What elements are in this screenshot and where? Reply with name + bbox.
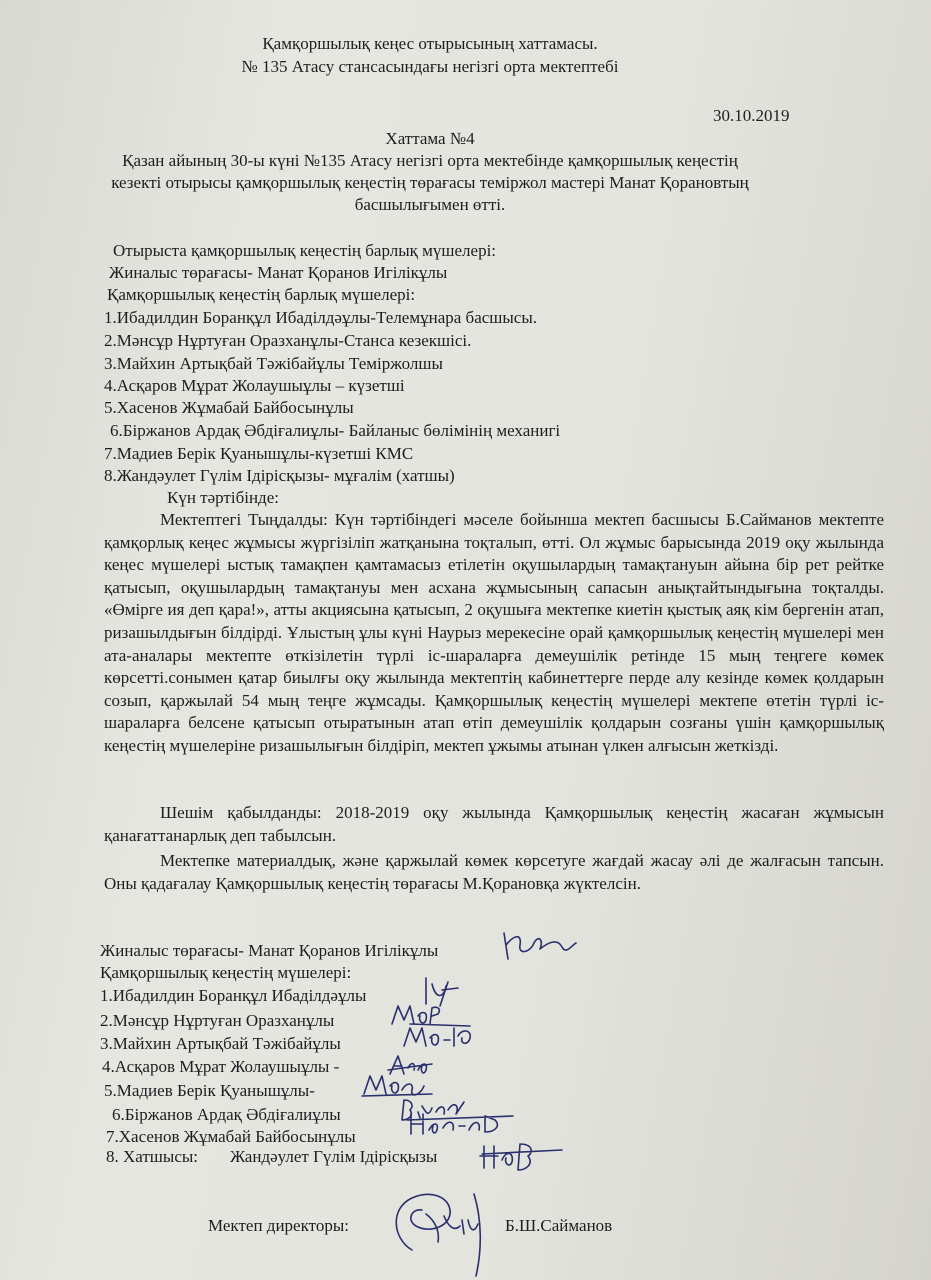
signature-member: 1.Ибадилдин Боранқұл Ибаділдәұлы <box>100 986 367 1005</box>
member-3-signature <box>400 1020 480 1052</box>
signature-member: 7.Хасенов Жұмабай Байбосынұлы <box>106 1127 356 1146</box>
members-heading: Қамқоршылық кеңестің барлық мүшелері: <box>107 285 416 304</box>
intro-line-2: кезекті отырысы қамқоршылық кеңестің төрағасы теміржол мастері Манат Қорановтың <box>111 173 749 192</box>
signature-chair: Жиналыс төрағасы- Манат Қоранов Игілікұлы <box>100 941 439 960</box>
member-list-item: 1.Ибадилдин Боранқұл Ибаділдәұлы-Телемұнара басшысы. <box>104 308 538 327</box>
member-list-item: 7.Мадиев Берік Қуанышұлы-күзетші КМС <box>104 444 414 463</box>
member-list-item: 4.Асқаров Мұрат Жолаушыұлы – күзетші <box>104 376 405 395</box>
protocol-number: Хаттама №4 <box>385 129 475 148</box>
signature-member: 2.Мәнсұр Нұртуған Оразханұлы <box>100 1011 335 1030</box>
decision-paragraph-2: Мектепке материалдық, және қаржылай көмек көрсетуге жағдай жасау әлі де жалғасын тапсын. Оны қадағалау Қамқоршылық кеңестің төрағасы М.Қорановқа жүктелсін. <box>104 851 884 893</box>
decision-paragraph: Шешім қабылданды: 2018-2019 оқу жылында Қамқоршылық кеңестің жасаған жұмысын қанағаттанарлық деп табылсын. <box>104 803 884 845</box>
document-title-line1: Қамқоршылық кеңес отырысының хаттамасы. <box>262 34 598 53</box>
attendance-heading: Отырыста қамқоршылық кеңестің барлық мүшелері: <box>113 241 497 260</box>
director-signature <box>378 1180 490 1280</box>
member-list-item: 6.Біржанов Ардақ Әбдіғалиұлы- Байланыс бөлімінің механигі <box>110 421 561 440</box>
director-label: Мектеп директоры: <box>208 1216 349 1235</box>
heard-paragraph: Мектептегі Тыңдалды: Күн тәртібіндегі мәселе бойынша мектеп басшысы Б.Сайманов мектепте қамқорлық кеңес жұмысы жүргізіліп жатқанына тоқталып, өтті. Ол жұмыс барысында 2019 оқу жылында кеңес мүшелері ыстық тамақпен қамтамасыз етілетін оқушылардың тамақтануын айына бір рет рейтке қатысып, оқушылардың тамақтануы мен асхана жұмысының сапасын анықтайтындығына тоқталды. «Өмірге ия деп қара!», атты акциясына қатысып, 2 оқушыға мектепке киетін қыстық аяқ кім бергенін атап, ризашылдығын білдірді. Ұлыстың ұлы күні Наурыз мерекесіне орай қамқоршылық кеңестің мүшелері мен ата-аналары мектепте өткізілетін түрлі іс-шараларға демеушілік ретінде 15 мың теңгеге көмек көрсетті.сонымен қатар биылғы оқу жылында мектептің кабинеттерге перде алу кезінде көмек қолдарын созып, қаржылай 54 мың теңге жұмсады. Қамқоршылық кеңестің мүшелері мектепе өтетін түрлі іс-шараларға белсене қатысып отыратынын атап өтіп демеушілік қолдарын созғаны үшін қамқоршылық кеңестің мүшелеріне ризашылығын білдіріп, мектеп ұжымы атынан үлкен алғысын жеткізді. <box>104 510 884 755</box>
document-date: 30.10.2019 <box>713 106 790 125</box>
member-list-item: 3.Майхин Артықбай Тәжібайұлы Теміржолшы <box>104 354 443 373</box>
signature-members-heading: Қамқоршылық кеңестің мүшелері: <box>100 963 352 982</box>
signature-member: 3.Майхин Артықбай Тәжібайұлы <box>100 1034 341 1053</box>
director-name: Б.Ш.Сайманов <box>505 1216 613 1235</box>
member-list-item: 8.Жандәулет Гүлім Ідірісқызы- мұғалім (хатшы) <box>104 466 455 485</box>
secretary-name: Жандәулет Гүлім Ідірісқызы <box>230 1147 438 1166</box>
agenda-heading: Күн тәртібінде: <box>167 488 279 507</box>
member-list-item: 5.Хасенов Жұмабай Байбосынұлы <box>104 398 354 417</box>
chair-signature <box>500 925 580 965</box>
secretary-label: 8. Хатшысы: <box>106 1147 199 1166</box>
intro-line-3: басшылығымен өтті. <box>354 195 506 214</box>
meeting-chair: Жиналыс төрағасы- Манат Қоранов Игілікұлы <box>109 263 448 282</box>
member-7-signature <box>405 1108 520 1138</box>
signature-member: 6.Біржанов Ардақ Әбдіғалиұлы <box>112 1105 341 1124</box>
intro-line-1: Қазан айының 30-ы күні №135 Атасу негізгі орта мектебінде қамқоршылық кеңестің <box>122 151 738 170</box>
secretary-signature <box>478 1136 568 1176</box>
signature-member: 5.Мадиев Берік Қуанышұлы- <box>104 1081 315 1100</box>
member-list-item: 2.Мәнсұр Нұртуған Оразханұлы-Станса кезекшісі. <box>104 331 472 350</box>
signature-member: 4.Асқаров Мұрат Жолаушыұлы - <box>102 1057 340 1076</box>
document-title-line2: № 135 Атасу стансасындағы негізгі орта мектептебі <box>241 57 619 76</box>
